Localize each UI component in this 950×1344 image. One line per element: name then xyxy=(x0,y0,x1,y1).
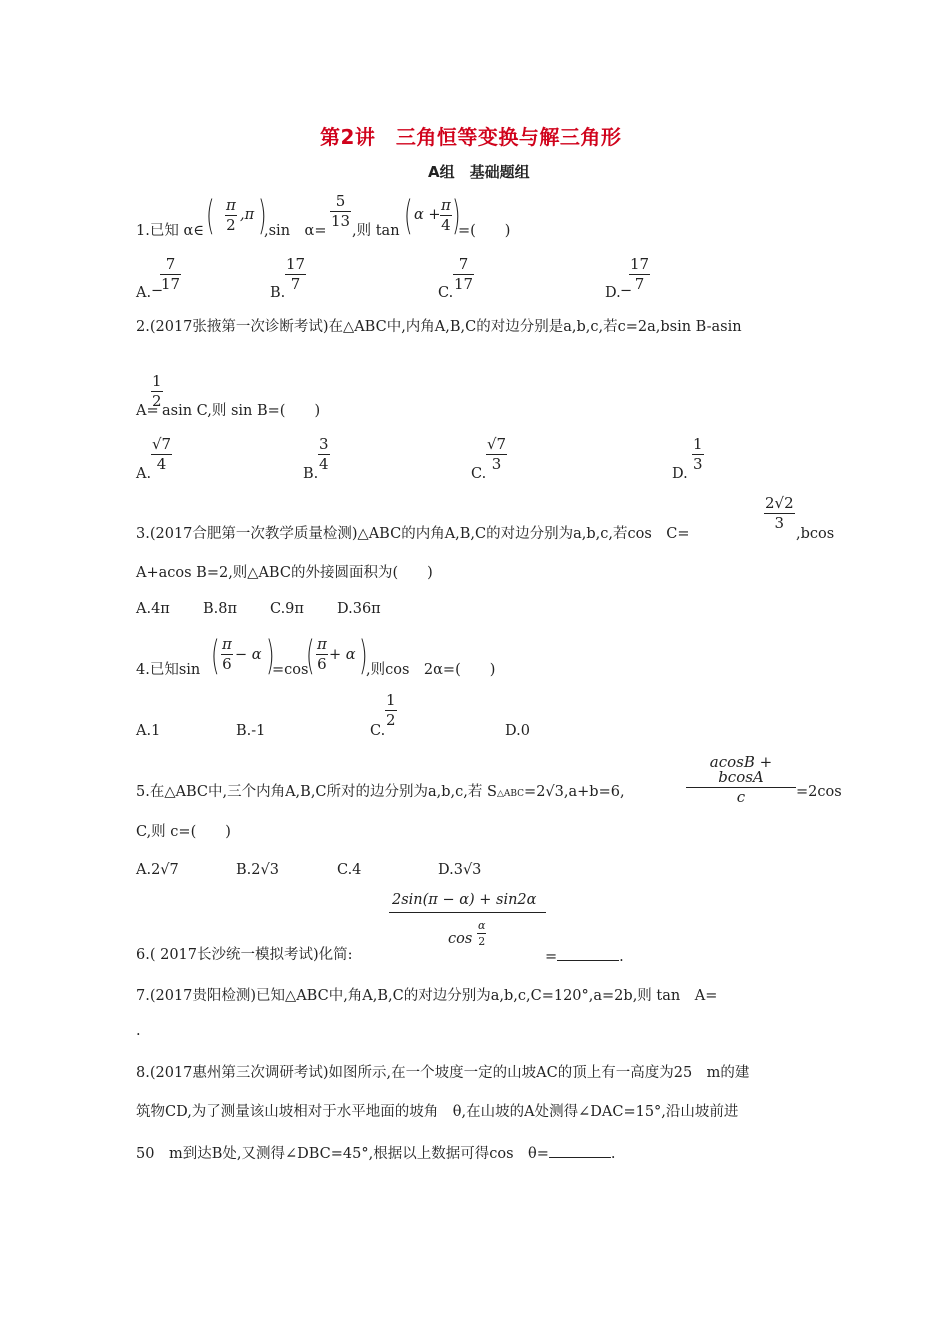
q2-lead-2: A= xyxy=(136,403,159,419)
q4-end: ,则cos 2α=( ) xyxy=(366,662,496,678)
q1-option-d-label: D. xyxy=(605,285,621,301)
q6-lead: 6.( 2017长沙统一模拟考试)化简: xyxy=(136,947,353,963)
q1-paren-open-2: ( xyxy=(404,193,413,239)
q4-frac-2: π 6 xyxy=(317,635,327,673)
q4-option-c-label: C. xyxy=(370,723,386,739)
q2-option-c-frac: √7 3 xyxy=(487,435,507,473)
q8-line-3: 50 m到达B处,又测得∠DBC=45°,根据以上数据可得cos θ= . xyxy=(136,1146,616,1162)
q5-line-2: C,则 c=( ) xyxy=(136,824,231,840)
q4-paren-open-1: ( xyxy=(211,633,220,679)
q2-line-2: asin C,则 sin B=( ) xyxy=(162,403,321,419)
q1-option-c-frac: 7 17 xyxy=(454,255,474,293)
q4-option-b: B.-1 xyxy=(236,723,266,739)
q1-paren-close-2: ) xyxy=(452,193,461,239)
q8-line-2: 筑物CD,为了测量该山坡相对于水平地面的坡角 θ,在山坡的A处测得∠DAC=15°,沿山坡前进 xyxy=(136,1104,739,1120)
q3-option-a: A.4π xyxy=(136,601,170,617)
q3-line-1: 3.(2017合肥第一次教学质量检测)△ABC的内角A,B,C的对边分别为a,b,c,若cos C= xyxy=(136,526,690,542)
q1-option-a-sign: − xyxy=(151,283,164,299)
q5-line-1: 5.在△ABC中,三个内角A,B,C所对的边分别为a,b,c,若 S△ABC=2√3,a+b=6, xyxy=(136,784,625,800)
q2-option-b-label: B. xyxy=(303,466,319,482)
q5-frac: acosB + bcosA c xyxy=(686,755,796,805)
q1-frac-pi-2: π 2 xyxy=(226,196,236,234)
q4-option-c-frac: 1 2 xyxy=(386,691,396,729)
q5-option-d: D.3√3 xyxy=(438,862,482,878)
q5-option-b: B.2√3 xyxy=(236,862,279,878)
q1-option-b-frac: 17 7 xyxy=(286,255,306,293)
q7-line-2: . xyxy=(136,1023,141,1039)
q5-option-c: C.4 xyxy=(337,862,362,878)
q4-tail-1: − α xyxy=(235,647,262,663)
group-title: A组 基础题组 xyxy=(428,163,530,181)
q3-line-2: A+acos B=2,则△ABC的外接圆面积为( ) xyxy=(136,565,433,581)
q2-option-d-frac: 1 3 xyxy=(693,435,703,473)
q1-lead: 1.已知 α∈ xyxy=(136,223,204,239)
q1-paren-close-1: ) xyxy=(258,193,267,239)
q1-option-d-sign: − xyxy=(620,283,633,299)
q7-line-1: 7.(2017贵阳检测)已知△ABC中,角A,B,C的对边分别为a,b,c,C=120°,a=2b,则 tan A= xyxy=(136,988,718,1004)
q1-option-a-label: A. xyxy=(136,285,152,301)
q2-frac-half: 1 2 xyxy=(152,372,162,410)
q5-tail: =2cos xyxy=(796,784,842,800)
q6-numerator: 2sin(π − α) + sin2α xyxy=(392,892,537,908)
q2-option-a-label: A. xyxy=(136,466,152,482)
q6-denominator-exponent: α 2 xyxy=(478,919,486,948)
q6-blank[interactable] xyxy=(557,948,619,961)
q3-frac-cos: 2√2 3 xyxy=(765,494,794,532)
q4-tail-2: + α xyxy=(329,647,356,663)
q3-option-d: D.36π xyxy=(337,601,381,617)
q1-then: ,则 tan xyxy=(352,223,400,239)
q2-option-b-frac: 3 4 xyxy=(319,435,329,473)
q1-frac-pi-4: π 4 xyxy=(441,196,451,234)
q5-option-a: A.2√7 xyxy=(136,862,179,878)
q4-paren-open-2: ( xyxy=(306,633,315,679)
q4-mid: =cos xyxy=(272,662,309,678)
q4-option-a: A.1 xyxy=(136,723,161,739)
q2-option-a-frac: √7 4 xyxy=(152,435,172,473)
q3-tail-1: ,bcos xyxy=(796,526,835,542)
q4-frac-1: π 6 xyxy=(222,635,232,673)
q5-subscript: △ABC xyxy=(496,789,525,799)
q1-interval-tail: ,π xyxy=(240,207,255,223)
q2-option-c-label: C. xyxy=(471,466,487,482)
q1-option-d-frac: 17 7 xyxy=(630,255,650,293)
q1-sin-text: ,sin α= xyxy=(264,223,327,239)
q2-option-d-label: D. xyxy=(672,466,688,482)
q8-line-1: 8.(2017惠州第三次调研考试)如图所示,在一个坡度一定的山坡AC的顶上有一高度为25 m的建 xyxy=(136,1065,750,1081)
q3-option-c: C.9π xyxy=(270,601,304,617)
q4-paren-close-1: ) xyxy=(266,633,275,679)
q6-answer: = . xyxy=(545,949,624,965)
q8-blank[interactable] xyxy=(549,1145,611,1158)
q1-end: =( ) xyxy=(458,223,511,239)
q1-inner: α + xyxy=(414,207,441,223)
q1-option-a-frac: 7 17 xyxy=(161,255,181,293)
q4-option-d: D.0 xyxy=(505,723,530,739)
q1-option-c-label: C. xyxy=(438,285,454,301)
q3-option-b: B.8π xyxy=(203,601,238,617)
q1-frac-5-13: 5 13 xyxy=(331,192,351,230)
q2-line-1: 2.(2017张掖第一次诊断考试)在△ABC中,内角A,B,C的对边分别是a,b,c,若c=2a,bsin B-asin xyxy=(136,319,742,335)
q4-lead: 4.已知sin xyxy=(136,662,201,678)
q6-fraction-bar xyxy=(389,912,546,913)
q4-paren-close-2: ) xyxy=(359,633,368,679)
page-title: 第2讲 三角恒等变换与解三角形 xyxy=(320,125,622,149)
q1-option-b-label: B. xyxy=(270,285,286,301)
q1-paren-open-1: ( xyxy=(206,193,215,239)
q6-denominator-cos: cos xyxy=(448,931,473,947)
